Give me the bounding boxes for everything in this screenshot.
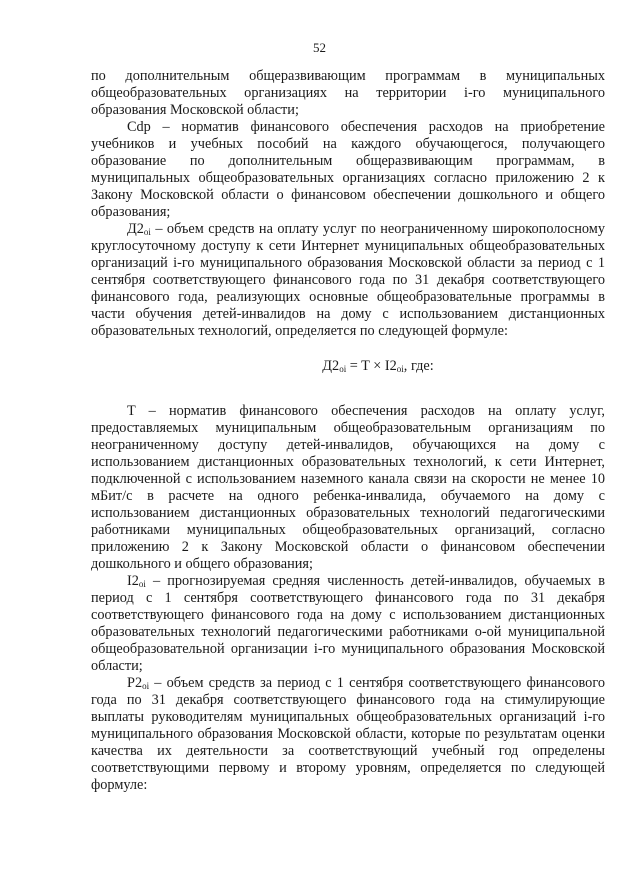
paragraph-d2-definition: $Д2_{oi}$ – объем средств на оплату услуг по неограниченному широкополосному круглосуточному доступу к сети Интернет муниципальных общеобразовательных организаций i-го муниципального образования Московской области за период с 1 сентября соответствующего финансового года по 31 декабря соответствующего финансового года, реализующих основные общеобразовательные программы в части обучения детей-инвалидов на дому с использованием дистанционных образовательных технологий, определяется по следующей формуле:: [91, 221, 605, 339]
term-i2: $I2_{oi}$: [127, 573, 146, 589]
term-d2: $Д2_{oi}$: [127, 221, 151, 237]
page-number: 52: [313, 40, 326, 55]
paragraph-cdp-definition: Cdp – норматив финансового обеспечения расходов на приобретение учебников и учебных пособий на каждого обучающегося, получающего образование по дополнительным общеразвивающим программам, в муниципальных общеобразовательных организациях согласно приложению 2 к Закону Московской области о финансовом обеспечении дошкольного и общего образования;: [91, 119, 605, 220]
paragraph-p2-definition: $P2_{oi}$ – объем средств за период с 1 сентября соответствующего финансового года по 31 декабря соответствующего финансового года на стимулирующие выплаты руководителям муниципальных общеобразовательных организаций i-го муниципального образования Московской области, которые по результатам оценки качества их деятельности за соответствующий учебный год определены соответствующими первому и второму уровням, определяется по следующей формуле:: [91, 675, 605, 793]
paragraph-continuation: по дополнительным общеразвивающим программам в муниципальных общеобразовательных организациях на территории i-го муниципального образования Московской области;: [91, 68, 605, 118]
paragraph-t-definition: T – норматив финансового обеспечения расходов на оплату услуг, предоставляемых муниципальным общеобразовательным организациям по неограниченному доступу детей-инвалидов, обучающихся на дому с использованием дистанционных образовательных технологий, к сети Интернет, подключенной с использованием наземного канала связи на скорости не менее 10 мБит/с в расчете на одного ребенка-инвалида, обучаемого на дому с использованием дистанционных образовательных технологий педагогическими работниками муниципальных общеобразовательных организаций, согласно приложению 2 к Закону Московской области о финансовом обеспечении дошкольного и общего образования;: [91, 403, 605, 572]
document-body: [91, 68, 605, 794]
paragraph-i2-definition: $I2_{oi}$ – прогнозируемая средняя численность детей-инвалидов, обучаемых в период с 1 сентября соответствующего финансового года по 31 декабря соответствующего финансового года на дому с использованием дистанционных образовательных технологий педагогическими работниками о-ой муниципальной общеобразовательной организации i-го муниципального образования Московской области;: [91, 573, 605, 674]
term-p2: $P2_{oi}$: [127, 675, 150, 691]
formula-d2: $Д2_{oi} = T \times I2_{oi}$, где:: [322, 358, 434, 374]
